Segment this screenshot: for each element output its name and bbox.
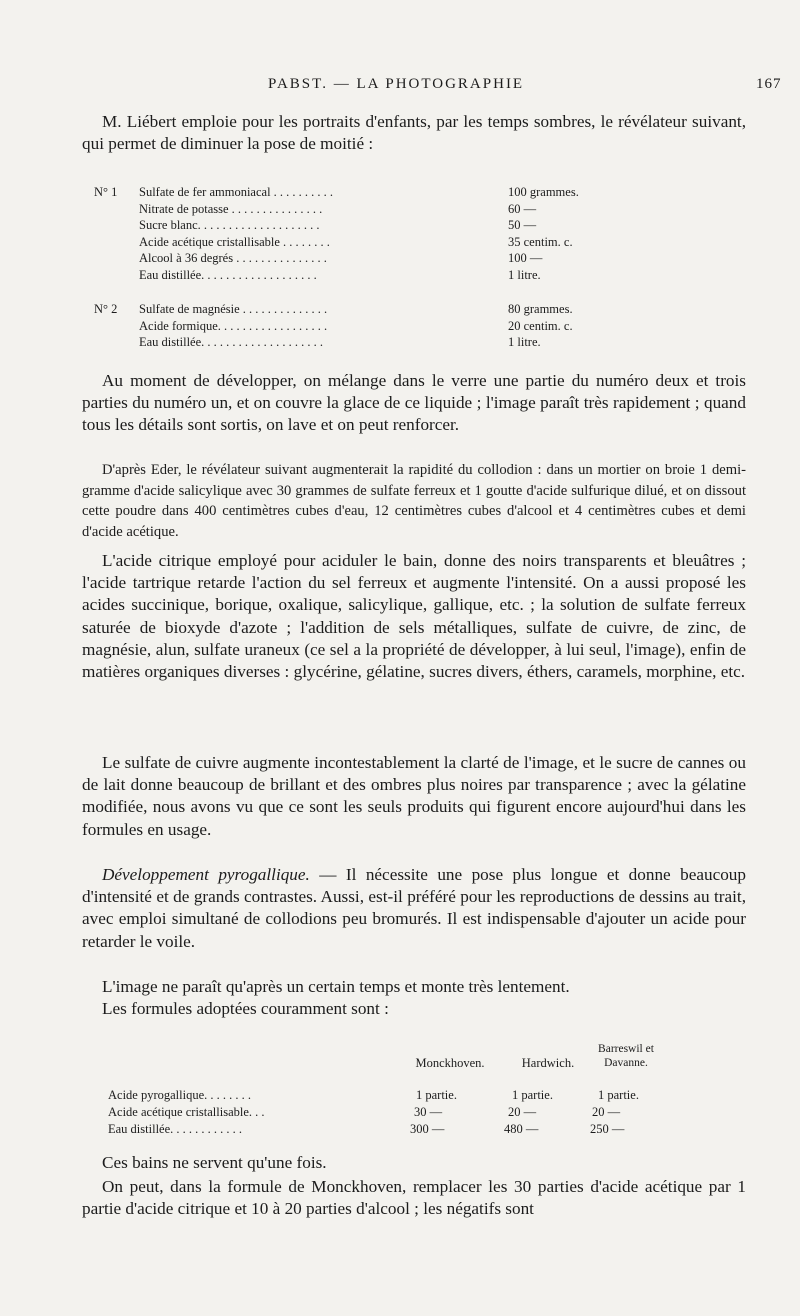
formula-row: Alcool à 36 degrés . . . . . . . . . . . . . . . 100 — [139,251,543,266]
formula-no-2 [94,302,654,352]
table-row: Eau distillée. . . . . . . . . . . . 300 — 480 — 250 — [108,1122,625,1136]
column-header: Barreswil et Davanne. [598,1043,654,1069]
paragraph-sulfate-cuivre: Le sulfate de cuivre augmente incontestablement la clarté de l'image, et le sucre de cannes ou de lait donne beaucoup de brillant et des ombres plus noires par transparence ; avec la gélatine modifiée, nous avons vu que ce sont les seuls produits qui figurent encore aujourd'hui dans les formules en usage. [82,753,746,839]
formula-row: Eau distillée. . . . . . . . . . . . . . . . . . . . 1 litre. [139,335,541,350]
paragraph-image: L'image ne paraît qu'après un certain temps et monte très lentement. [102,977,570,996]
table-row: Acide acétique cristallisable. . . 30 — 20 — 20 — [108,1105,621,1119]
paragraph-pyrogallique: Développement pyrogallique. — Il nécessite une pose plus longue et donne beaucoup d'intensité et de grands contrastes. Aussi, est-il préféré pour les reproductions de dessins au trait, avec emploi simultané de collodions peu bromurés. Il est indispensable d'ajouter un acide pour retarder le voile. [82,865,746,951]
formula-row: Sucre blanc. . . . . . . . . . . . . . . . . . . . 50 — [139,218,537,233]
paragraph-acide-citrique: L'acide citrique employé pour aciduler le bain, donne des noirs transparents et bleuâtres ; l'acide tartrique retarde l'action du sel ferreux et augmente l'intensité. On a aussi proposé les acides succinique, borique, oxalique, salicylique, gallique, etc. ; la solution de sulfate ferreux saturée de bioxyde d'azote ; l'addition de sels métalliques, sulfate de cuivre, de zinc, de magnésie, alun, sulfate uraneux (ce sel a la propriété de développer, à lui seul, l'image), enfin de matières organiques diverses : glycérine, gélatine, sucres divers, éthers, caramels, morphine, etc. [82,551,746,682]
paragraph-eder: D'après Eder, le révélateur suivant augmenterait la rapidité du collodion : dans un mortier on broie 1 demi-gramme d'acide salicylique avec 30 grammes de sulfate ferreux et 1 goutte d'acide sulfurique dilué, et on dissout cette poudre dans 400 centimètres cubes d'eau, 12 centimètres cubes d'alcool et 4 centimètres cubes et demi d'acide acétique. [82,462,746,540]
formula-no-1 [94,185,654,285]
column-header: Monckhoven. [415,1056,485,1070]
formula-row: N° 2 Sulfate de magnésie . . . . . . . . . . . . . . 80 grammes. [94,302,573,316]
paragraph-moment: Au moment de développer, on mélange dans le verre une partie du numéro deux et trois parties du numéro un, et on couvre la glace de ce liquide ; l'image paraît très rapidement ; quand tous les détails sont sortis, on lave et on peut renforcer. [82,371,746,435]
column-header: Hardwich. [521,1056,575,1070]
paragraph-monckhoven: On peut, dans la formule de Monckhoven, remplacer les 30 parties d'acide acétique par 1 partie d'acide citrique et 10 à 20 parties d'alcool ; les négatifs sont [82,1177,746,1219]
formula-label: N° 1 [94,185,118,199]
formula-label: N° 2 [94,302,118,316]
running-header [0,76,800,96]
formula-row: Acide formique. . . . . . . . . . . . . . . . . . 20 centim. c. [139,318,573,333]
paragraph-bains: Ces bains ne servent qu'une fois. [102,1153,327,1172]
formula-row: Acide acétique cristallisable . . . . . . . . 35 centim. c. [139,234,573,249]
table-row: Acide pyrogallique. . . . . . . . 1 partie. 1 partie. 1 partie. [108,1088,639,1102]
formula-row: N° 1 Sulfate de fer ammoniacal . . . . . . . . . . 100 grammes. [94,185,579,199]
page-number: 167 [756,76,782,92]
formula-row: Eau distillée. . . . . . . . . . . . . . . . . . . 1 litre. [139,267,541,282]
running-title: PABST. — LA PHOTOGRAPHIE [268,76,525,92]
intro-paragraph: M. Liébert emploie pour les portraits d'enfants, par les temps sombres, le révélateur suivant, qui permet de diminuer la pose de moitié : [82,112,746,154]
paragraph-formules: Les formules adoptées couramment sont : [102,999,389,1018]
formula-row: Nitrate de potasse . . . . . . . . . . . . . . . 60 — [139,201,537,216]
section-heading: Développement pyrogallique. [102,865,310,884]
